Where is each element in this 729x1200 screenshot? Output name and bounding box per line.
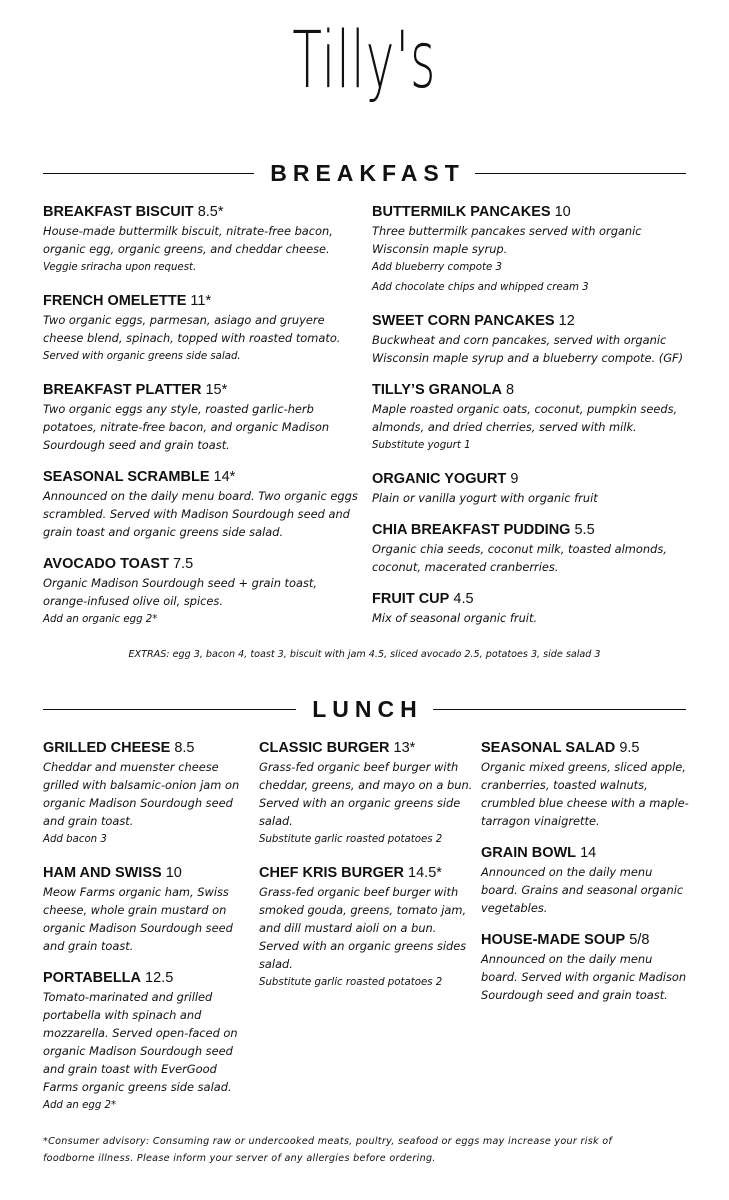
menu-item-price: 12.5 <box>145 970 174 986</box>
menu-item-name: CLASSIC BURGER <box>259 740 390 756</box>
menu-item <box>481 844 691 917</box>
lunch-column-3 <box>481 739 691 1018</box>
menu-item-price: 10 <box>165 865 182 881</box>
menu-item-heading <box>43 203 363 222</box>
menu-item <box>43 292 363 367</box>
menu-item-description: Mix of seasonal organic fruit. <box>372 611 538 625</box>
menu-item-name: SEASONAL SALAD <box>481 740 616 756</box>
menu-item-description: Organic chia seeds, coconut milk, toasted almonds, coconut, macerated cranberries. <box>372 542 667 574</box>
menu-item <box>43 969 248 1116</box>
menu-item-heading <box>372 470 692 489</box>
divider <box>433 709 686 710</box>
menu-item-description: Organic mixed greens, sliced apple, cranberries, toasted walnuts, crumbled blue cheese with a maple-tarragon vinaigrette. <box>481 760 689 828</box>
menu-item-price: 5.5 <box>574 522 595 538</box>
menu-item-name: BUTTERMILK PANCAKES <box>372 204 551 220</box>
menu-item-price: 14 <box>580 845 597 861</box>
menu-item-name: FRUIT CUP <box>372 591 450 607</box>
menu-item-price: 14* <box>213 469 236 485</box>
menu-item-description: Announced on the daily menu board. Two organic eggs scrambled. Served with Madison Sourdough seed and grain toast and organic greens side salad. <box>43 489 358 539</box>
menu-item-description: Meow Farms organic ham, Swiss cheese, whole grain mustard on organic Madison Sourdough seed and grain toast. <box>43 885 233 953</box>
lunch-heading <box>43 694 686 724</box>
menu-item-description: Buckwheat and corn pancakes, served with organic Wisconsin maple syrup and a blueberry compote. (GF) <box>372 333 684 365</box>
menu-item-price: 5/8 <box>629 932 650 948</box>
menu-item-price: 9 <box>510 471 519 487</box>
divider <box>475 173 686 174</box>
menu-item-description: Organic Madison Sourdough seed + grain toast, orange-infused olive oil, spices. <box>43 576 317 608</box>
menu-item <box>372 381 692 456</box>
menu-item <box>43 555 363 630</box>
menu-item-heading <box>481 844 691 863</box>
menu-item <box>372 590 692 627</box>
menu-item-heading <box>43 381 363 400</box>
menu-item-name: HOUSE-MADE SOUP <box>481 932 626 948</box>
menu-item <box>259 864 474 993</box>
menu-item-note: Add an organic egg 2* <box>43 614 158 625</box>
menu-item-price: 8.5* <box>197 204 224 220</box>
menu-item-description: Tomato-marinated and grilled portabella with spinach and mozzarella. Served open-faced on organic Madison Sourdough seed and grain toast with EverGood Farms organic greens side salad. <box>43 990 238 1094</box>
consumer-advisory: *Consumer advisory: Consuming raw or undercooked meats, poultry, seafood or eggs may increase your risk of foodborne illness. Please inform your server of any allergies before ordering. <box>43 1136 613 1164</box>
menu-item-description: Two organic eggs any style, roasted garlic-herb potatoes, nitrate-free bacon, and organic Madison Sourdough seed and grain toast. <box>43 402 330 452</box>
menu-item-heading <box>43 864 248 883</box>
menu-item-name: ORGANIC YOGURT <box>372 471 507 487</box>
menu-item-note: Served with organic greens side salad. <box>43 351 241 362</box>
menu-item-description: House-made buttermilk biscuit, nitrate-free bacon, organic egg, organic greens, and cheddar cheese. <box>43 224 333 256</box>
menu-item-note: Substitute yogurt 1 <box>372 440 471 451</box>
menu-item <box>43 203 363 278</box>
menu-item-note: Add bacon 3 <box>43 834 107 845</box>
breakfast-column-left <box>43 203 363 644</box>
menu-item-heading <box>481 739 691 758</box>
menu-item-price: 8.5 <box>174 740 195 756</box>
menu-item-name: SEASONAL SCRAMBLE <box>43 469 210 485</box>
menu-item-price: 7.5 <box>172 556 194 572</box>
menu-item <box>372 203 692 298</box>
breakfast-title: BREAKFAST <box>270 159 465 186</box>
menu-item-heading <box>481 931 691 950</box>
menu-item-name: CHIA BREAKFAST PUDDING <box>372 522 571 538</box>
menu-item-heading <box>43 555 363 574</box>
menu-item-description: Announced on the daily menu board. Grains and seasonal organic vegetables. <box>481 865 684 915</box>
menu-item-price: 12 <box>558 313 575 329</box>
menu-item-heading <box>43 969 248 988</box>
menu-item-heading <box>372 312 692 331</box>
menu-item-description: Grass-fed organic beef burger with cheddar, greens, and mayo on a bun. Served with an organic greens side salad. <box>259 760 473 828</box>
menu-item-name: AVOCADO TOAST <box>43 556 169 572</box>
menu-item-name: GRILLED CHEESE <box>43 740 171 756</box>
menu-item-note: Add blueberry compote 3 <box>372 262 502 273</box>
menu-item-price: 13* <box>393 740 416 756</box>
menu-item-price: 10 <box>554 204 571 220</box>
menu-item <box>372 470 692 507</box>
menu-item-name: GRAIN BOWL <box>481 845 577 861</box>
menu-item <box>481 931 691 1004</box>
divider <box>43 709 296 710</box>
menu-item-name: FRENCH OMELETTE <box>43 293 187 309</box>
lunch-title: LUNCH <box>312 695 423 722</box>
menu-item-name: PORTABELLA <box>43 970 142 986</box>
breakfast-extras: EXTRAS: egg 3, bacon 4, toast 3, biscuit with jam 4.5, sliced avocado 2.5, potatoes 3, side salad 3 <box>128 649 601 660</box>
menu-item-heading <box>259 864 474 883</box>
breakfast-heading <box>43 158 686 188</box>
menu-item <box>372 521 692 576</box>
menu-item-note: Add chocolate chips and whipped cream 3 <box>372 282 589 293</box>
menu-item-description: Two organic eggs, parmesan, asiago and gruyere cheese blend, spinach, topped with roasted tomato. <box>43 313 341 345</box>
divider <box>43 173 254 174</box>
menu-item-name: BREAKFAST BISCUIT <box>43 204 194 220</box>
menu-item-name: SWEET CORN PANCAKES <box>372 313 555 329</box>
restaurant-logo: Tilly's <box>292 16 437 106</box>
menu-item-heading <box>259 739 474 758</box>
menu-item-name: CHEF KRIS BURGER <box>259 865 405 881</box>
menu-item <box>43 864 248 955</box>
menu-item-note: Add an egg 2* <box>43 1100 117 1111</box>
menu-item-price: 11* <box>190 293 212 309</box>
menu-item-price: 15* <box>205 382 228 398</box>
menu-item-description: Cheddar and muenster cheese grilled with balsamic-onion jam on organic Madison Sourdough seed and grain toast. <box>43 760 240 828</box>
menu-item-description: Maple roasted organic oats, coconut, pumpkin seeds, almonds, and dried cherries, served with milk. <box>372 402 678 434</box>
menu-item-description: Three buttermilk pancakes served with organic Wisconsin maple syrup. <box>372 224 642 256</box>
menu-item-heading <box>372 590 692 609</box>
menu-item-heading <box>372 521 692 540</box>
menu-item-name: HAM AND SWISS <box>43 865 162 881</box>
menu-item-price: 8 <box>506 382 515 398</box>
lunch-column-1 <box>43 739 248 1130</box>
menu-item-note: Substitute garlic roasted potatoes 2 <box>259 977 443 988</box>
menu-item <box>481 739 691 830</box>
menu-item-name: BREAKFAST PLATTER <box>43 382 202 398</box>
menu-item-heading <box>43 292 363 311</box>
menu-item-heading <box>43 468 363 487</box>
menu-item-description: Plain or vanilla yogurt with organic fruit <box>372 491 598 505</box>
menu-item <box>43 381 363 454</box>
menu-item-price: 14.5* <box>408 865 442 881</box>
menu-item <box>259 739 474 850</box>
menu-item-name: TILLY’S GRANOLA <box>372 382 502 398</box>
menu-item-heading <box>43 739 248 758</box>
menu-item-heading <box>372 203 692 222</box>
lunch-column-2 <box>259 739 474 1007</box>
menu-item <box>43 739 248 850</box>
menu-item-price: 4.5 <box>453 591 474 607</box>
menu-item-heading <box>372 381 692 400</box>
menu-item <box>372 312 692 367</box>
menu-item-note: Veggie sriracha upon request. <box>43 262 197 273</box>
menu-item-price: 9.5 <box>619 740 640 756</box>
menu-item-note: Substitute garlic roasted potatoes 2 <box>259 834 443 845</box>
menu-item-description: Grass-fed organic beef burger with smoked gouda, greens, tomato jam, and dill mustard aioli on a bun. Served with an organic greens sides salad. <box>259 885 467 971</box>
menu-item <box>43 468 363 541</box>
menu-item-description: Announced on the daily menu board. Served with organic Madison Sourdough seed and grain toast. <box>481 952 687 1002</box>
breakfast-column-right <box>372 203 692 641</box>
